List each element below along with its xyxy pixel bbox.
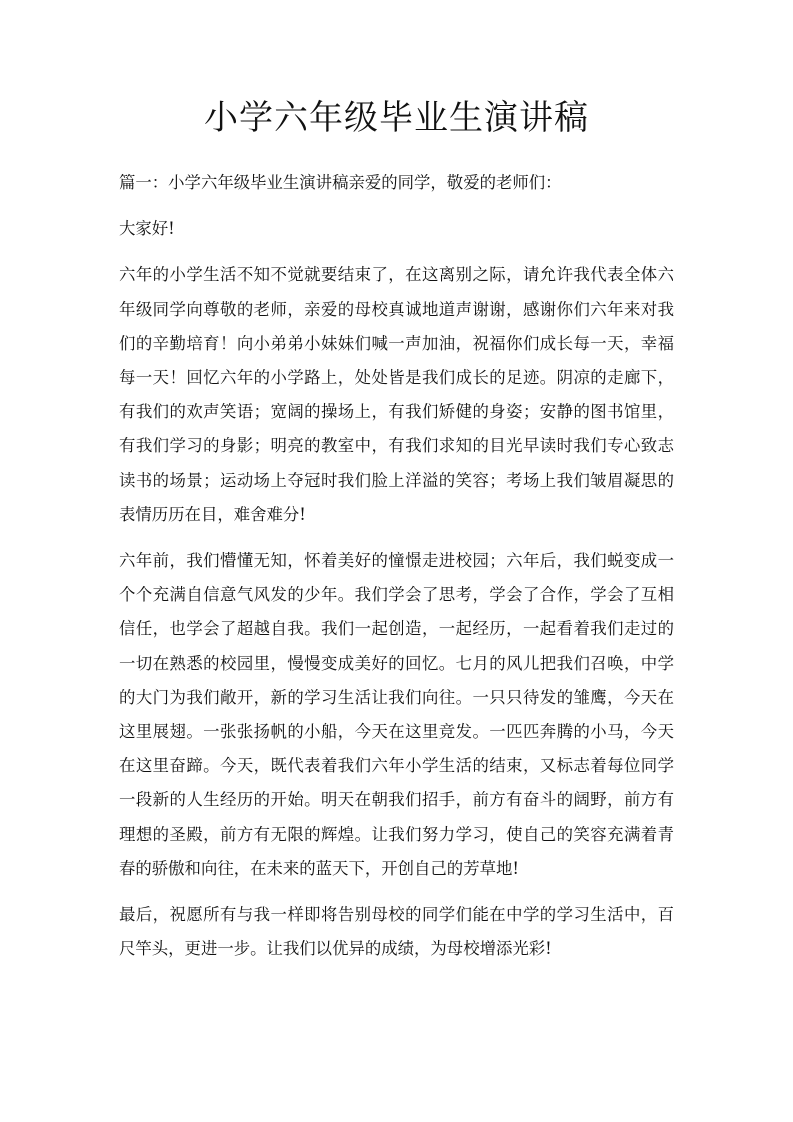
paragraph-growth: 六年前，我们懵懂无知，怀着美好的憧憬走进校园；六年后，我们蜕变成一个个充满自信意气风发的少年。我们学会了思考，学会了合作，学会了互相信任，也学会了超越自我。我们一起创造，一起经历，一起看着我们走过的一切在熟悉的校园里，慢慢变成美好的回忆。七月的风儿把我们召唤，中学的大门为我们敞开，新的学习生活让我们向往。一只只待发的雏鹰，今天在这里展翅。一张张扬帆的小船，今天在这里竞发。一匹匹奔腾的小马，今天在这里奋蹄。今天，既代表着我们六年小学生活的结束，又标志着每位同学一段新的人生经历的开始。明天在朝我们招手，前方有奋斗的阔野，前方有理想的圣殿，前方有无限的辉煌。让我们努力学习，使自己的笑容充满着青春的骄傲和向往，在未来的蓝天下，开创自己的芳草地!: [119, 551, 674, 878]
paragraph-greeting: 大家好!: [119, 219, 175, 239]
paragraph-intro: 篇一：小学六年级毕业生演讲稿亲爱的同学，敬爱的老师们：: [119, 173, 562, 192]
document-title: 小学六年级毕业生演讲稿: [204, 98, 589, 138]
paragraph-gratitude: 六年的小学生活不知不觉就要结束了，在这离别之际，请允许我代表全体六年级同学向尊敬的老师，亲爱的母校真诚地道声谢谢，感谢你们六年来对我们的辛勤培育！向小弟弟小妹妹们喊一声加油，祝福你们成长每一天，幸福每一天！回忆六年的小学路上，处处皆是我们成长的足迹。阴凉的走廊下，有我们的欢声笑语；宽阔的操场上，有我们矫健的身姿；安静的图书馆里，有我们学习的身影；明亮的教室中，有我们求知的目光早读时我们专心致志读书的场景；运动场上夺冠时我们脸上洋溢的笑容；考场上我们皱眉凝思的表情历历在目，难舍难分!: [119, 265, 674, 524]
paragraph-closing: 最后，祝愿所有与我一样即将告别母校的同学们能在中学的学习生活中，百尺竿头，更进一步。让我们以优异的成绩，为母校增添光彩!: [119, 905, 674, 959]
document-body: [119, 166, 674, 966]
